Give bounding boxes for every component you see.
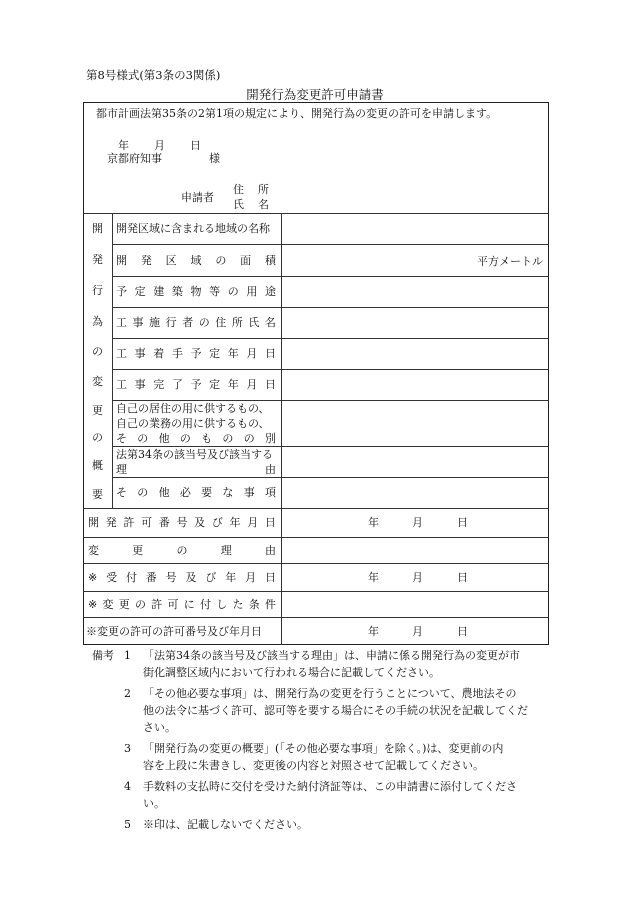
permit-date-month: 月 [412,516,423,529]
row-label-permit-conditions: ※ 変 更 の 許 可 に 付 し た 条 件 [88,598,276,611]
group-label-char: 概 [92,459,103,472]
note-text: 手数料の支払時に交付を受けた納付済証等は、この申請書に添付してくださ [143,780,517,793]
permit-date-year: 年 [368,516,379,529]
note-number: 3 [124,742,131,755]
change-permit-date-month: 月 [412,625,423,638]
table-rule [112,213,113,508]
table-rule [83,508,549,509]
note-number: 2 [124,687,131,700]
group-label-char: 要 [92,488,103,501]
row-label-contractor: 工 事 施 行 者 の 住 所 氏 名 [116,316,276,329]
row-label-completion-date: 工 事 完 了 予 定 年 月 日 [116,378,276,391]
note-text: 「その他必要な事項」は、開発行為の変更を行うことについて、農地法その [143,687,517,700]
table-rule [112,276,549,277]
row-label-area-name: 開発区域に含まれる地域の名称 [116,222,270,235]
table-rule [112,400,549,401]
form-number: 第8号様式(第3条の3関係) [86,68,221,82]
note-number: 4 [124,780,131,793]
row-label-start-date: 工 事 着 手 予 定 年 月 日 [116,347,276,360]
group-label-char: の [92,345,103,358]
note-number: 1 [124,649,131,662]
table-rule [83,213,549,214]
note-text: 街化調整区域内において行われる場合に記載してください。 [143,666,440,679]
document-title: 開発行為変更許可申請書 [246,87,384,102]
name-label: 氏 名 [233,198,269,211]
table-rule [112,369,549,370]
table-rule [281,213,282,645]
table-rule [112,477,549,478]
honorific: 様 [209,152,220,165]
note-text: ※印は、記載しないでください。 [143,818,308,831]
row-label-building-use: 予 定 建 築 物 等 の 用 途 [116,285,276,298]
row-label-purpose-line1: 自己の居住の用に供するもの、 [116,402,270,415]
date-day-label: 日 [190,139,201,152]
row-label-change-reason: 変 更 の 理 由 [88,544,276,557]
notes-label: 備考 [92,649,114,662]
note-text: さい。 [143,721,176,734]
group-label-char: 発 [92,253,103,266]
group-label-char: 開 [92,222,103,235]
row-label-area-size: 開 発 区 域 の 面 積 [116,254,276,267]
note-text: 「法第34条の該当号及び該当する理由」は、申請に係る開発行為の変更が市 [143,649,520,662]
receipt-date-year: 年 [368,571,379,584]
group-label-char: 為 [92,315,103,328]
row-label-receipt-number: ※ 受 付 番 号 及 び 年 月 日 [88,571,276,584]
note-text: 他の法令に基づく許可、認可等を要する場合にその手続の状況を記載してくだ [143,704,528,717]
note-number: 5 [124,818,131,831]
permit-date-day: 日 [457,516,468,529]
table-rule [112,338,549,339]
address-label: 住 所 [233,183,269,196]
applicant-label: 申請者 [181,191,214,204]
note-text: 容を上段に朱書きし、変更後の内容と対照させて記載してください。 [143,759,484,772]
group-label-char: 行 [92,284,103,297]
table-rule [112,244,549,245]
area-unit: 平方メートル [477,255,543,268]
application-statement: 都市計画法第35条の2第1項の規定により、開発行為の変更の許可を申請します。 [96,107,498,120]
row-label-purpose-line3: そ の 他 の も の の 別 [116,432,276,445]
table-rule [112,446,549,447]
table-rule [83,591,549,592]
receipt-date-day: 日 [457,571,468,584]
row-label-art34-line1: 法第34条の該当号及び該当する [116,448,273,461]
note-text: い。 [143,797,165,810]
group-label-char: 更 [92,404,103,417]
table-rule [83,537,549,538]
table-rule [83,563,549,564]
row-label-permit-number: 開 発 許 可 番 号 及 び 年 月 日 [88,516,276,529]
row-label-purpose-line2: 自己の業務の用に供するもの、 [116,417,270,430]
change-permit-date-day: 日 [457,625,468,638]
table-rule [83,617,549,618]
date-month-label: 月 [154,139,165,152]
receipt-date-month: 月 [412,571,423,584]
group-label-char: の [92,431,103,444]
row-label-other-matters: そ の 他 必 要 な 事 項 [116,486,276,499]
note-text: 「開発行為の変更の概要」(「その他必要な事項」を除く。)は、変更前の内 [143,742,504,755]
row-label-change-permit-number: ※変更の許可の許可番号及び年月日 [86,625,262,638]
change-permit-date-year: 年 [368,625,379,638]
table-rule [112,307,549,308]
date-year-label: 年 [118,139,129,152]
addressee: 京都府知事 [107,152,162,165]
group-label-char: 変 [92,375,103,388]
row-label-art34-line2: 理 由 [116,463,276,476]
